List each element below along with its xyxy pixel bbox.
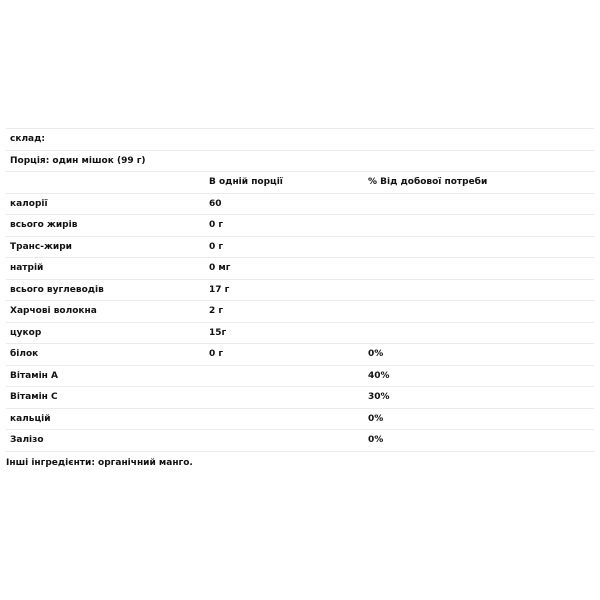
- table-row: [6, 236, 594, 258]
- nutrient-daily-value: [364, 322, 594, 344]
- nutrient-name: кальцій: [6, 408, 205, 430]
- nutrient-daily-value: 40%: [364, 365, 594, 387]
- table-header-row: [6, 172, 594, 194]
- nutrient-daily-value: [364, 193, 594, 215]
- table-row: [6, 430, 594, 452]
- nutrient-amount: [205, 430, 364, 452]
- table-row: [6, 215, 594, 237]
- nutrient-daily-value: 0%: [364, 344, 594, 366]
- nutrient-amount: 0 г: [205, 236, 364, 258]
- table-row: [6, 408, 594, 430]
- composition-row: [6, 129, 594, 151]
- nutrient-daily-value: [364, 215, 594, 237]
- nutrient-amount: [205, 365, 364, 387]
- nutrient-amount: 17 г: [205, 279, 364, 301]
- nutrient-name: Вітамін С: [6, 387, 205, 409]
- nutrient-amount: [205, 408, 364, 430]
- nutrient-name: Залізо: [6, 430, 205, 452]
- serving-label: Порція: один мішок (99 г): [6, 150, 594, 172]
- nutrient-daily-value: 30%: [364, 387, 594, 409]
- nutrient-daily-value: [364, 236, 594, 258]
- nutrient-name: всього вуглеводів: [6, 279, 205, 301]
- nutrition-table: [6, 128, 594, 452]
- nutrient-amount: 60: [205, 193, 364, 215]
- header-nutrient: [6, 172, 205, 194]
- nutrient-daily-value: 0%: [364, 408, 594, 430]
- nutrient-amount: 0 г: [205, 344, 364, 366]
- header-daily-value: % Від добової потреби: [364, 172, 594, 194]
- serving-row: [6, 150, 594, 172]
- table-row: [6, 387, 594, 409]
- table-row: [6, 301, 594, 323]
- nutrient-name: Транс-жири: [6, 236, 205, 258]
- nutrient-amount: 0 г: [205, 215, 364, 237]
- other-ingredients-text: Інші інгредієнти: органічний манго.: [6, 458, 193, 468]
- composition-label: склад:: [6, 129, 594, 151]
- nutrient-name: натрій: [6, 258, 205, 280]
- nutrient-name: калорії: [6, 193, 205, 215]
- table-row: [6, 365, 594, 387]
- table-row: [6, 344, 594, 366]
- nutrient-amount: 0 мг: [205, 258, 364, 280]
- nutrient-name: Харчові волокна: [6, 301, 205, 323]
- nutrient-daily-value: 0%: [364, 430, 594, 452]
- table-row: [6, 322, 594, 344]
- nutrient-amount: [205, 387, 364, 409]
- nutrient-daily-value: [364, 279, 594, 301]
- nutrient-name: цукор: [6, 322, 205, 344]
- table-row: [6, 279, 594, 301]
- nutrient-daily-value: [364, 301, 594, 323]
- nutrient-name: всього жирів: [6, 215, 205, 237]
- nutrient-name: Вітамін А: [6, 365, 205, 387]
- table-row: [6, 258, 594, 280]
- nutrient-amount: 2 г: [205, 301, 364, 323]
- nutrient-daily-value: [364, 258, 594, 280]
- nutrient-name: білок: [6, 344, 205, 366]
- header-per-serving: В одній порції: [205, 172, 364, 194]
- nutrient-amount: 15г: [205, 322, 364, 344]
- table-row: [6, 193, 594, 215]
